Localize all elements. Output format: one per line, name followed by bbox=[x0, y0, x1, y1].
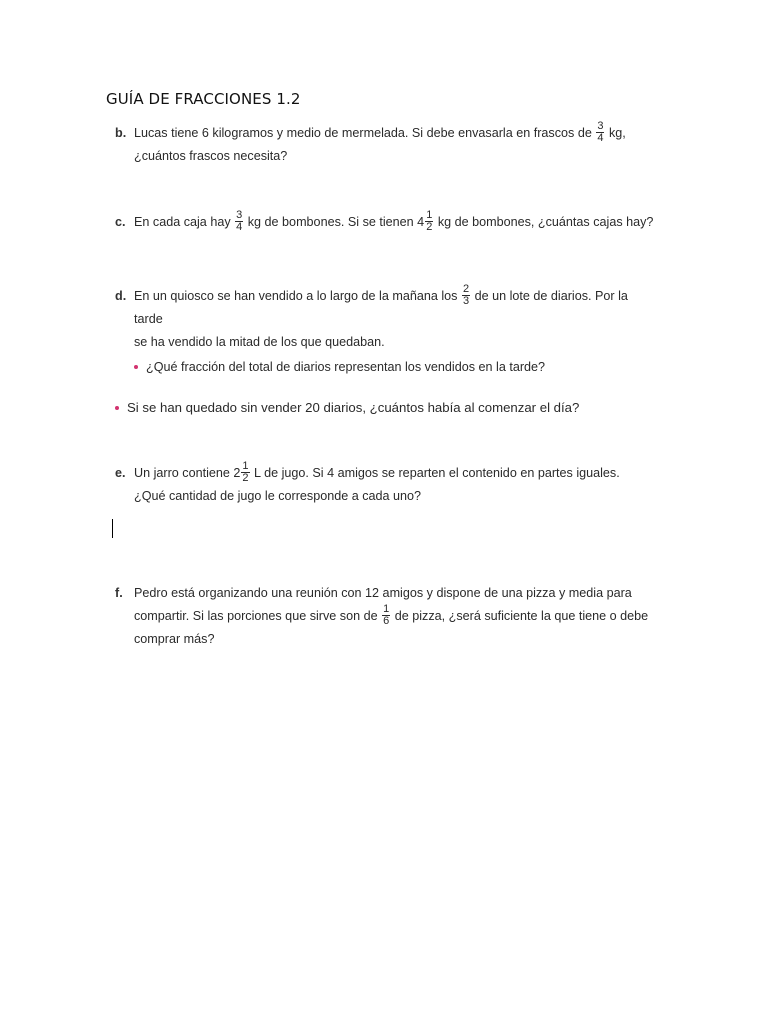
fraction bbox=[596, 121, 604, 144]
problem-e bbox=[115, 462, 655, 508]
fraction bbox=[462, 284, 470, 307]
text-segment: se ha vendido la mitad de los que quedaban. bbox=[134, 335, 385, 350]
bullet-icon bbox=[115, 406, 119, 410]
bullet-item bbox=[115, 396, 655, 419]
denominator: 2 bbox=[242, 472, 249, 485]
problem-letter: c. bbox=[115, 215, 126, 229]
problem-d bbox=[115, 285, 655, 379]
problem-letter: d. bbox=[115, 289, 127, 303]
bullet-text: Si se han quedado sin vender 20 diarios, ¿cuántos había al comenzar el día? bbox=[127, 400, 580, 415]
text-segment: En cada caja hay bbox=[134, 215, 231, 229]
text-segment: En un quiosco se han vendido a lo largo de la mañana los bbox=[134, 289, 458, 303]
bullet-text: ¿Qué fracción del total de diarios representan los vendidos en la tarde? bbox=[146, 360, 546, 375]
denominator: 2 bbox=[426, 221, 433, 234]
problem-text bbox=[134, 122, 655, 168]
denominator: 4 bbox=[597, 132, 604, 145]
problem-letter: f. bbox=[115, 586, 123, 600]
text-segment: comprar más? bbox=[134, 632, 215, 647]
problem-c bbox=[115, 211, 655, 234]
problem-text bbox=[134, 285, 655, 354]
numerator: 3 bbox=[236, 209, 243, 222]
numerator: 2 bbox=[462, 283, 470, 296]
text-segment: L de jugo. Si 4 amigos se reparten el contenido en partes iguales. bbox=[254, 466, 620, 480]
problem-text bbox=[134, 582, 655, 651]
text-segment: Un jarro contiene 2 bbox=[134, 466, 241, 480]
fraction bbox=[425, 210, 433, 233]
text-segment: ¿Qué cantidad de jugo le corresponde a cada uno? bbox=[134, 489, 422, 504]
text-segment: compartir. Si las porciones que sirve son de bbox=[134, 609, 378, 623]
numerator: 1 bbox=[426, 209, 433, 222]
fraction bbox=[235, 210, 243, 233]
problem-text bbox=[134, 211, 655, 234]
text-segment: Pedro está organizando una reunión con 12 amigos y dispone de una pizza y media para bbox=[134, 586, 632, 600]
bullet-item bbox=[134, 356, 655, 379]
problem-letter: b. bbox=[115, 126, 127, 140]
fraction bbox=[382, 604, 390, 627]
numerator: 3 bbox=[597, 120, 604, 133]
text-segment: kg, bbox=[608, 126, 626, 140]
text-segment: Lucas tiene 6 kilogramos y medio de mermelada. Si debe envasarla en frascos de bbox=[134, 126, 592, 140]
text-segment: de pizza, ¿será suficiente la que tiene o debe bbox=[394, 609, 649, 623]
text-segment: ¿cuántos frascos necesita? bbox=[134, 149, 288, 164]
bullet-icon bbox=[134, 365, 138, 369]
problem-letter: e. bbox=[115, 466, 126, 480]
problem-f bbox=[115, 582, 655, 651]
text-segment: kg de bombones, ¿cuántas cajas hay? bbox=[437, 215, 654, 229]
denominator: 3 bbox=[462, 295, 470, 308]
text-segment: kg de bombones. Si se tienen 4 bbox=[247, 215, 425, 229]
denominator: 6 bbox=[383, 615, 390, 628]
numerator: 1 bbox=[383, 603, 390, 616]
text-cursor bbox=[112, 519, 113, 538]
denominator: 4 bbox=[236, 221, 243, 234]
numerator: 1 bbox=[242, 460, 249, 473]
problem-b bbox=[115, 122, 655, 168]
fraction bbox=[241, 461, 249, 484]
problem-text bbox=[134, 462, 655, 508]
text-segment: de un lote de diarios. Por la tarde bbox=[134, 289, 628, 327]
page-title: GUÍA DE FRACCIONES 1.2 bbox=[106, 90, 301, 108]
